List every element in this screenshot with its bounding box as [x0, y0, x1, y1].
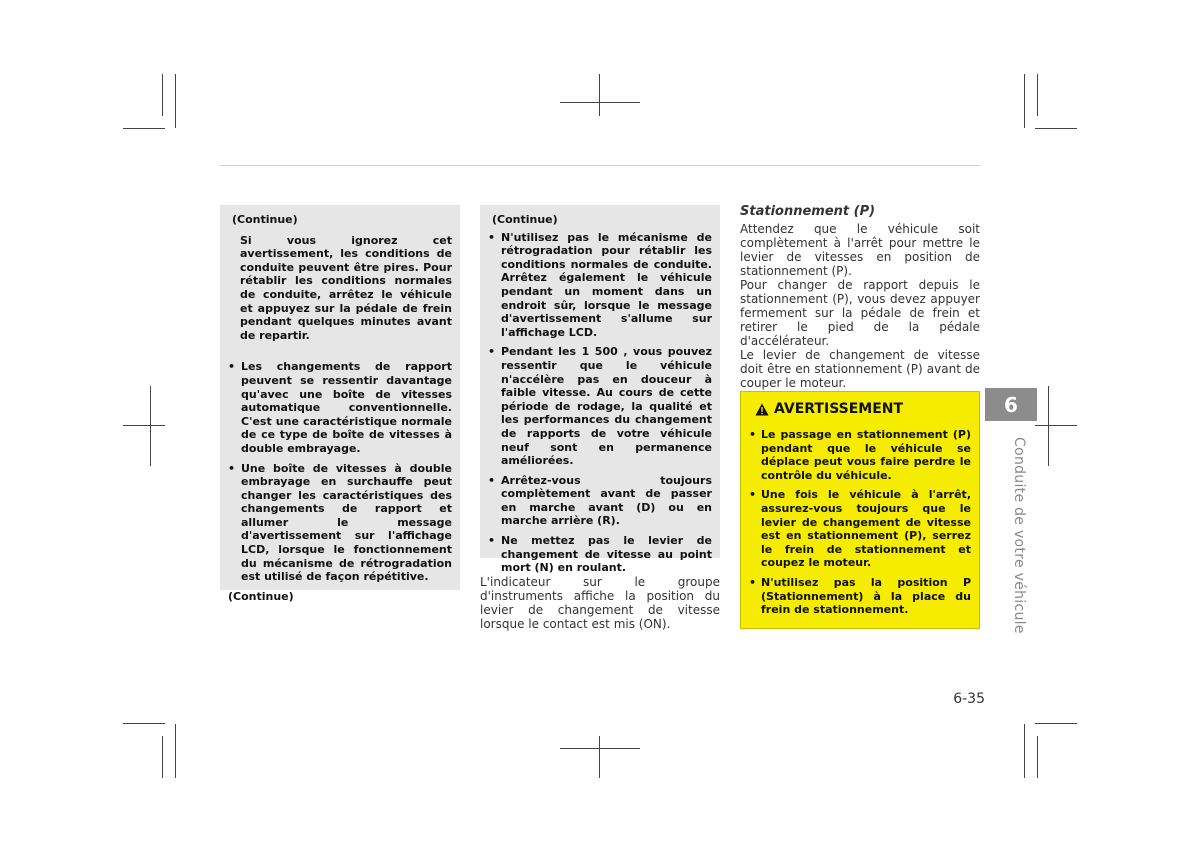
registration-mark — [599, 736, 600, 778]
indicator-note: L'indicateur sur le groupe d'instruments affiche la position du levier de changement de vitesse lorsque le contact est mis (ON). — [480, 575, 720, 631]
registration-mark — [123, 425, 165, 426]
section-title: Stationnement (P) — [740, 204, 876, 219]
continue-label: (Continue) — [232, 213, 298, 226]
warning-list — [749, 428, 971, 617]
list-item: • Les changements de rapport peuvent se ressentir davantage qu'avec une boîte de vitesses automatique conventionnelle. C'est une caractéristique normale de ce type de boîte de vitesses à double embrayage. — [228, 360, 452, 455]
crop-mark — [175, 74, 176, 128]
list-item: • Une fois le véhicule à l'arrêt, assurez-vous toujours que le levier de changement de vitesse est en stationnement (P), serrez le frein de stationnement et coupez le moteur. — [749, 488, 971, 570]
warning-box — [740, 391, 980, 629]
registration-mark — [1048, 386, 1049, 466]
crop-mark — [1037, 74, 1038, 116]
crop-mark — [123, 128, 165, 129]
registration-mark — [560, 748, 640, 749]
section-body — [740, 222, 980, 390]
page-number: 6-35 — [953, 691, 985, 707]
list-item: • Pendant les 1 500 , vous pouvez ressentir que le véhicule n'accélère pas en douceur à faible vitesse. Au cours de cette période de rodage, la qualité et les performances du changement de rapports de votre véhicule neuf sont en permanence améliorées. — [488, 345, 712, 467]
crop-mark — [1035, 128, 1077, 129]
crop-mark — [175, 724, 176, 778]
crop-mark — [1024, 74, 1025, 128]
registration-mark — [150, 386, 151, 466]
caution-intro: Si vous ignorez cet avertissement, les conditions de conduite peuvent être pires. Pour rétablir les conditions normales de conduite, arrêtez le véhicule et appuyez sur la pédale de frein pendant quelques minutes avant de repartir. — [240, 233, 452, 342]
crop-mark — [1037, 736, 1038, 778]
crop-mark — [162, 74, 163, 116]
chapter-tab: 6 — [985, 388, 1037, 421]
paragraph: Pour changer de rapport depuis le stationnement (P), vous devez appuyer fermement sur la pédale de frein et retirer le pied de la pédale d'accélérateur. — [740, 278, 980, 348]
list-item: • Une boîte de vitesses à double embrayage en surchauffe peut changer les caractéristiques des changements de rapport et allumer le message d'avertissement sur l'affichage LCD, lorsque le fonctionnement du mécanisme de rétrogradation est utilisé de façon répétitive. — [228, 462, 452, 584]
caution-box-continued-2 — [480, 205, 720, 575]
paragraph: Le levier de changement de vitesse doit être en stationnement (P) avant de couper le moteur. — [740, 348, 980, 390]
caution-box-continued-1 — [220, 205, 460, 603]
caution-list — [488, 231, 712, 575]
crop-mark — [162, 736, 163, 778]
warning-triangle-icon — [755, 403, 769, 416]
crop-mark — [1024, 724, 1025, 778]
registration-mark — [1035, 425, 1077, 426]
list-item: • N'utilisez pas le mécanisme de rétrogradation pour rétablir les conditions normales de conduite. Arrêtez également le véhicule pendant un moment dans un endroit sûr, lorsque le message d'avertissement s'allume sur l'affichage LCD. — [488, 231, 712, 340]
warning-header — [755, 400, 971, 418]
registration-mark — [599, 74, 600, 116]
paragraph: Attendez que le véhicule soit complètement à l'arrêt pour mettre le levier de vitesses en position de stationnement (P). — [740, 222, 980, 278]
crop-mark — [123, 723, 165, 724]
header-rule — [220, 165, 980, 166]
continue-label: (Continue) — [492, 213, 558, 226]
registration-mark — [560, 102, 640, 103]
list-item: • Le passage en stationnement (P) pendant que le véhicule se déplace peut vous faire perdre le contrôle du véhicule. — [749, 428, 971, 482]
continue-label: (Continue) — [228, 589, 294, 603]
chapter-title: Conduite de votre véhicule — [1011, 437, 1027, 634]
list-item: • Arrêtez-vous toujours complètement avant de passer en marche avant (D) ou en marche arrière (R). — [488, 474, 712, 528]
crop-mark — [1035, 723, 1077, 724]
caution-list — [228, 360, 452, 584]
list-item: • N'utilisez pas la position P (Stationnement) à la place du frein de stationnement. — [749, 576, 971, 617]
warning-title: AVERTISSEMENT — [774, 401, 904, 417]
list-item: • Ne mettez pas le levier de changement de vitesse au point mort (N) en roulant. — [488, 534, 712, 575]
